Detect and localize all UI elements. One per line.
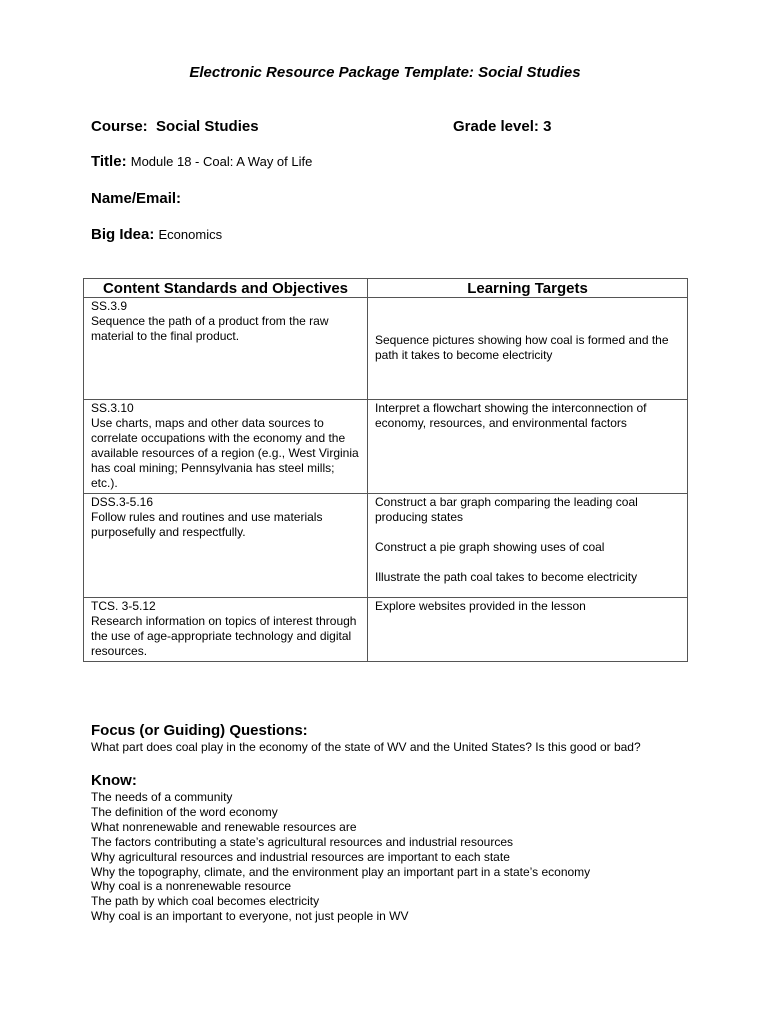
standard-text: Sequence the path of a product from the raw material to the final product. [91, 314, 329, 343]
grade-value: 3 [543, 118, 552, 135]
table-row [84, 400, 688, 494]
name-email-row [91, 190, 181, 207]
standard-text: Follow rules and routines and use materials purposefully and respectfully. [91, 510, 323, 539]
course-label: Course: [91, 118, 148, 135]
target-cell [368, 598, 688, 662]
target-cell [368, 494, 688, 598]
grade-label: Grade level: [453, 118, 539, 135]
target-cell [368, 400, 688, 494]
table-row [84, 598, 688, 662]
standard-cell [84, 494, 368, 598]
target-cell [368, 298, 688, 400]
learning-target: Interpret a flowchart showing the interconnection of economy, resources, and environmental factors [375, 401, 647, 430]
header-content-standards: Content Standards and Objectives [84, 279, 368, 298]
standard-text: Research information on topics of interest through the use of age-appropriate technology and digital resources. [91, 614, 357, 658]
title-row [91, 153, 312, 170]
standard-cell [84, 400, 368, 494]
learning-target: Construct a pie graph showing uses of coal [375, 540, 605, 554]
know-heading: Know: [91, 772, 137, 789]
list-item: Why agricultural resources and industrial resources are important to each state [91, 849, 510, 864]
course-value: Social Studies [156, 118, 259, 135]
standard-code: SS.3.10 [91, 401, 134, 415]
table-row [84, 494, 688, 598]
title-value: Module 18 - Coal: A Way of Life [130, 154, 313, 169]
big-idea-label: Big Idea: [91, 226, 155, 243]
grade-row [453, 118, 551, 135]
standard-code: DSS.3-5.16 [91, 495, 154, 509]
big-idea-row [91, 226, 222, 243]
standard-cell [84, 598, 368, 662]
standard-code: SS.3.9 [91, 299, 128, 313]
learning-target: Construct a bar graph comparing the leading coal producing states [375, 495, 638, 524]
learning-target: Illustrate the path coal takes to become electricity [375, 570, 638, 584]
focus-questions-heading: Focus (or Guiding) Questions: [91, 722, 308, 739]
standard-cell [84, 298, 368, 400]
standard-text: Use charts, maps and other data sources to correlate occupations with the economy and the available resources of a region (e.g., West Virginia has coal mining; Pennsylvania has steel mills; etc.). [91, 416, 359, 490]
list-item: Why coal is an important to everyone, not just people in WV [91, 909, 409, 924]
standard-code: TCS. 3-5.12 [91, 599, 156, 613]
header-learning-targets: Learning Targets [368, 279, 688, 298]
course-row [91, 118, 259, 135]
focus-questions-text: What part does coal play in the economy of the state of WV and the United States? Is this good or bad? [91, 740, 641, 754]
table-header-row [84, 279, 688, 298]
list-item: What nonrenewable and renewable resources are [91, 819, 357, 834]
learning-target: Sequence pictures showing how coal is formed and the path it takes to become electricity [375, 333, 669, 362]
list-item: The factors contributing a state’s agricultural resources and industrial resources [91, 834, 513, 849]
list-item: The needs of a community [91, 790, 233, 804]
know-list [91, 790, 590, 924]
title-label: Title: [91, 153, 127, 170]
list-item: Why the topography, climate, and the environment play an important part in a state’s economy [91, 864, 591, 879]
document-title: Electronic Resource Package Template: Social Studies [189, 64, 581, 81]
list-item: The path by which coal becomes electricity [91, 894, 320, 909]
standards-table [83, 278, 688, 662]
name-email-label: Name/Email: [91, 190, 182, 207]
list-item: Why coal is a nonrenewable resource [91, 879, 292, 894]
big-idea-value: Economics [158, 227, 223, 242]
learning-target: Explore websites provided in the lesson [375, 599, 586, 613]
table-row [84, 298, 688, 400]
list-item: The definition of the word economy [91, 804, 278, 819]
